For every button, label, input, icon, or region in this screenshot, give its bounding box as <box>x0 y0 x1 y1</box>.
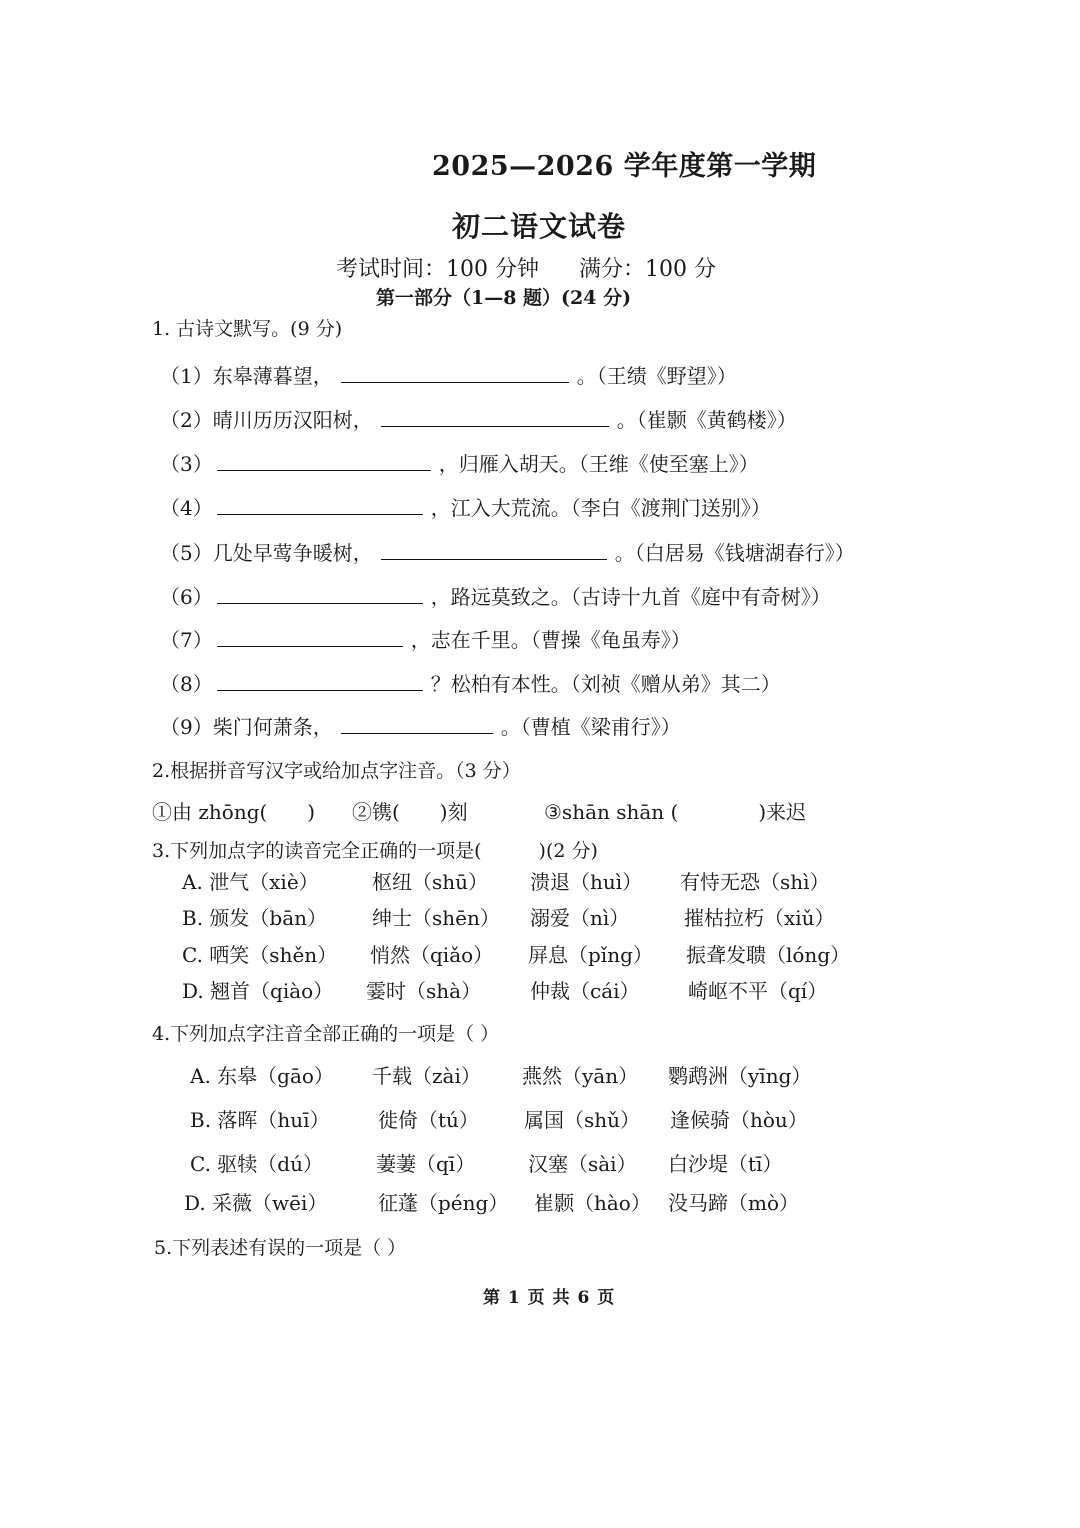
answer-blank[interactable] <box>217 450 431 471</box>
q1-item-after: 。（崔颢《黄鹤楼》） <box>616 408 797 432</box>
q1-item-after: 。（曹植《梁甫行》） <box>500 715 681 739</box>
q3-a-word-4: 有恃无恐（shì） <box>680 870 830 894</box>
q3-d-word-4: 崎岖不平（qí） <box>688 979 828 1003</box>
q3-a-word-2: 枢纽（shū） <box>372 870 489 894</box>
q3-b-word-1: B. 颁发（bān） <box>182 906 328 930</box>
answer-blank[interactable] <box>381 539 607 560</box>
q4-c-word-1: C. 驱犊（dú） <box>190 1152 323 1176</box>
q1-item-num: （1） <box>160 364 213 388</box>
answer-blank[interactable] <box>217 626 403 647</box>
page-number: 第 1 页 共 6 页 <box>483 1288 616 1308</box>
q1-item-num: （6） <box>160 585 213 609</box>
q4-a-word-2: 千载（zài） <box>372 1064 481 1088</box>
q1-item-num: （3） <box>160 452 213 476</box>
q4-d-word-4: 没马蹄（mò） <box>668 1191 800 1215</box>
q1-item-before: 东皋薄暮望， <box>212 364 333 388</box>
q1-item-before: 柴门何萧条， <box>212 715 333 739</box>
q1-item-after: ，路远莫致之。（古诗十九首《庭中有奇树》） <box>430 585 831 609</box>
q4-c-word-4: 白沙堤（tī） <box>668 1152 783 1176</box>
q1-item-7 <box>160 624 691 653</box>
q4-a-word-1: A. 东皋（gāo） <box>190 1064 334 1088</box>
answer-blank[interactable] <box>381 406 609 427</box>
q1-item-before: 几处早莺争暖树， <box>212 541 373 565</box>
exam-title-year: 2025—2026 学年度第一学期 <box>432 151 817 182</box>
q1-item-after: ，江入大荒流。（李白《渡荆门送别》） <box>430 496 771 520</box>
full-score: 满分：100 分 <box>579 257 716 282</box>
q3-d-word-3: 仲裁（cái） <box>530 979 640 1003</box>
q1-item-after: 。（白居易《钱塘湖春行》） <box>614 541 855 565</box>
q4-d-word-3: 崔颢（hào） <box>534 1191 651 1215</box>
q1-item-num: （4） <box>160 496 213 520</box>
question-2-title: 2.根据拼音写汉字或给加点字注音。（3 分） <box>152 760 521 782</box>
answer-blank[interactable] <box>341 362 569 383</box>
exam-title-subject: 初二语文试卷 <box>452 210 627 243</box>
q3-a-word-3: 溃退（huì） <box>530 870 643 894</box>
q3-d-word-1: D. 翘首（qiào） <box>182 979 334 1003</box>
q1-item-num: （9） <box>160 715 213 739</box>
q3-c-word-1: C. 哂笑（shěn） <box>182 943 338 967</box>
exam-meta <box>336 252 716 283</box>
q3-b-word-2: 绅士（shēn） <box>372 906 500 930</box>
answer-blank[interactable] <box>341 713 493 734</box>
q2-part-3[interactable]: ③shān shān ( )来迟 <box>544 800 807 824</box>
question-1-title: 1. 古诗文默写。(9 分) <box>152 318 343 340</box>
q2-part-2[interactable]: ②镌( )刻 <box>352 800 468 824</box>
q1-item-6 <box>160 581 831 610</box>
q4-d-word-2: 征蓬（péng） <box>378 1191 509 1215</box>
q1-item-num: （8） <box>160 672 213 696</box>
q3-d-word-2: 霎时（shà） <box>366 979 482 1003</box>
q1-item-8 <box>160 668 781 697</box>
q4-b-word-4: 逢候骑（hòu） <box>670 1108 808 1132</box>
q3-b-word-3: 溺爱（nì） <box>530 906 630 930</box>
q4-b-word-2: 徙倚（tú） <box>378 1108 479 1132</box>
part-one-header: 第一部分（1—8 题）(24 分) <box>376 287 632 309</box>
q1-item-after: ？松柏有本性。（刘祯《赠从弟》其二） <box>430 672 781 696</box>
q4-a-word-3: 燕然（yān） <box>522 1064 639 1088</box>
q3-b-word-4: 摧枯拉朽（xiǔ） <box>684 906 835 930</box>
q1-item-num: （5） <box>160 541 213 565</box>
q1-item-5 <box>160 537 855 566</box>
question-3-title: 3.下列加点字的读音完全正确的一项是( )(2 分) <box>152 840 598 862</box>
exam-time: 考试时间：100 分钟 <box>336 257 539 282</box>
q1-item-3 <box>160 448 759 477</box>
question-4-title: 4.下列加点字注音全部正确的一项是（ ） <box>152 1023 500 1045</box>
q4-c-word-2: 萋萋（qī） <box>376 1152 476 1176</box>
q4-b-word-1: B. 落晖（huī） <box>190 1108 330 1132</box>
q3-c-word-2: 悄然（qiǎo） <box>370 943 494 967</box>
q1-item-4 <box>160 492 771 521</box>
answer-blank[interactable] <box>217 494 423 515</box>
q1-item-num: （2） <box>160 408 213 432</box>
q1-item-num: （7） <box>160 628 213 652</box>
q4-b-word-3: 属国（shǔ） <box>524 1108 641 1132</box>
q2-part-1[interactable]: ①由 zhōng( ) <box>152 800 316 824</box>
question-5-title: 5.下列表述有误的一项是（ ） <box>154 1237 407 1259</box>
q3-c-word-3: 屏息（pǐng） <box>528 943 653 967</box>
q1-item-before: 晴川历历汉阳树， <box>212 408 373 432</box>
answer-blank[interactable] <box>217 670 423 691</box>
q4-c-word-3: 汉塞（sài） <box>528 1152 637 1176</box>
q1-item-after: 。（王绩《野望》） <box>576 364 737 388</box>
answer-blank[interactable] <box>217 583 423 604</box>
q1-item-after: ，归雁入胡天。（王维《使至塞上》） <box>438 452 759 476</box>
q1-item-after: ，志在千里。（曹操《龟虽寿》） <box>410 628 691 652</box>
q1-item-1 <box>160 360 737 389</box>
q4-d-word-1: D. 采薇（wēi） <box>184 1191 328 1215</box>
q4-a-word-4: 鹦鹉洲（yīng） <box>668 1064 812 1088</box>
q1-item-9 <box>160 711 681 740</box>
q3-c-word-4: 振聋发聩（lóng） <box>686 943 851 967</box>
q3-a-word-1: A. 泄气（xiè） <box>182 870 319 894</box>
q1-item-2 <box>160 404 797 433</box>
